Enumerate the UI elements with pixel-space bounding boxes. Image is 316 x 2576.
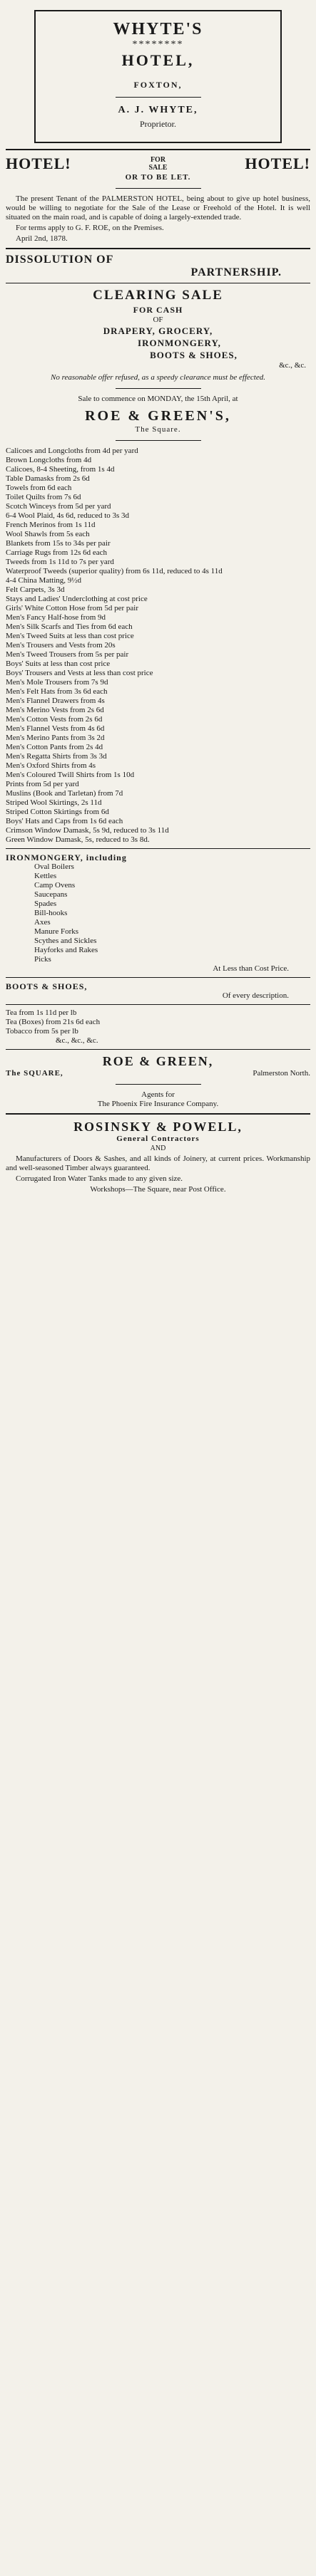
footer-address-left: The SQUARE, — [6, 1069, 63, 1078]
sale-items-list — [6, 447, 310, 845]
rosinsky-powell-ad — [6, 1119, 310, 1194]
ironmongery-heading: IRONMONGERY, including — [6, 852, 127, 862]
hotel-sale-body: The present Tenant of the PALMERSTON HOTEL, being about to give up hotel business, would be willing to negotiate for the Sale of the Lease or Freehold of the Hotel. It is well situated on the main road, and is capable of doing a largely-extended trade. — [6, 194, 310, 221]
divider — [6, 848, 310, 849]
dissolution-line2: PARTNERSHIP. — [190, 266, 282, 278]
sale-item: 6-4 Wool Plaid, 4s 6d, reduced to 3s 3d — [6, 511, 130, 520]
ironmongery-item: Camp Ovens — [34, 881, 76, 890]
sale-item: Tweeds from 1s 11d to 7s per yard — [6, 558, 114, 566]
rosinsky-name: ROSINSKY & POWELL, — [73, 1120, 243, 1134]
for-label: FOR — [150, 156, 166, 164]
ironmongery-item: Scythes and Sickles — [34, 937, 97, 945]
sale-item: Men's Regatta Shirts from 3s 3d — [6, 752, 107, 761]
sale-item: Men's Flannel Drawers from 4s — [6, 697, 105, 705]
tea-list — [6, 1008, 310, 1036]
footer-address-right: Palmerston North. — [253, 1069, 310, 1078]
sale-item: Carriage Rugs from 12s 6d each — [6, 548, 108, 557]
whyte-proprietor-name: A. J. WHYTE, — [118, 105, 198, 115]
clearing-line2: IRONMONGERY, — [138, 338, 221, 348]
sale-item: Boys' Trousers and Vests at less than cost price — [6, 669, 153, 677]
tea-item: Tea from 1s 11d per lb — [6, 1008, 77, 1017]
sale-item: Men's Oxford Shirts from 4s — [6, 761, 96, 770]
divider — [116, 97, 201, 98]
sale-item: Towels from 6d each — [6, 484, 72, 492]
sale-item: French Merinos from 1s 11d — [6, 521, 96, 529]
sale-item: Striped Wool Skirtings, 2s 11d — [6, 798, 102, 807]
dissolution-line1: DISSOLUTION OF — [6, 254, 114, 266]
hotel-right: HOTEL! — [245, 155, 310, 172]
or-to-be-let: OR TO BE LET. — [125, 173, 191, 182]
hotel-for-sale-ad — [6, 155, 310, 244]
divider — [116, 188, 201, 189]
sale-item: Men's Silk Scarfs and Ties from 6d each — [6, 622, 133, 631]
whyte-title: WHYTE'S — [113, 20, 203, 38]
sale-item: Men's Cotton Vests from 2s 6d — [6, 715, 103, 724]
hotel-left: HOTEL! — [6, 155, 71, 172]
sale-item: Boys' Suits at less than cost price — [6, 659, 111, 668]
sale-item: Prints from 5d per yard — [6, 780, 79, 788]
sale-item: Stays and Ladies' Underclothing at cost price — [6, 595, 148, 603]
sale-item: Calicoes and Longcloths from 4d per yard — [6, 447, 138, 455]
sale-item: Men's Tweed Suits at less than cost price — [6, 632, 134, 640]
clearing-for-cash: FOR CASH — [133, 305, 183, 315]
sale-item: 4-4 China Matting, 9½d — [6, 576, 82, 585]
sale-item: Men's Cotton Pants from 2s 4d — [6, 743, 103, 751]
sale-item: Scotch Winceys from 5d per yard — [6, 502, 111, 511]
ironmongery-item: Hayforks and Rakes — [34, 946, 98, 954]
ironmongery-item: Axes — [34, 918, 51, 927]
rosinsky-sub: General Contractors — [116, 1135, 200, 1143]
sale-item: Felt Carpets, 3s 3d — [6, 585, 65, 594]
tea-etc: &c., &c., &c. — [56, 1036, 98, 1045]
clearing-commence: Sale to commence on MONDAY, the 15th April, at — [78, 395, 238, 403]
sale-item: Men's Flannel Vests from 4s 6d — [6, 724, 105, 733]
hotel-sale-terms: For terms apply to G. F. ROE, on the Premises. — [16, 224, 164, 232]
ironmongery-list — [6, 862, 310, 964]
dissolution-notice — [6, 254, 310, 279]
firm-name: ROE & GREEN'S, — [85, 408, 231, 424]
ironmongery-item: Picks — [34, 955, 51, 964]
hotel-sale-date: April 2nd, 1878. — [16, 234, 68, 243]
divider — [116, 388, 201, 389]
tea-item: Tobacco from 5s per lb — [6, 1027, 78, 1036]
footer-firm: ROE & GREEN, — [102, 1054, 214, 1068]
sale-item: Calicoes, 8-4 Sheeting, from 1s 4d — [6, 465, 115, 474]
clearing-etc: &c., &c. — [279, 361, 306, 370]
clearing-line3: BOOTS & SHOES, — [150, 350, 238, 360]
rosinsky-and: AND — [150, 1144, 166, 1152]
sale-item: Striped Cotton Skirtings from 6d — [6, 808, 109, 816]
sale-item: Men's Mole Trousers from 7s 9d — [6, 678, 108, 687]
sale-item: Men's Merino Pants from 3s 2d — [6, 734, 105, 742]
sale-item: Crimson Window Damask, 5s 9d, reduced to 3s 11d — [6, 826, 169, 835]
rosinsky-tanks: Corrugated Iron Water Tanks made to any given size. — [16, 1174, 183, 1183]
ironmongery-price-note: At Less than Cost Price. — [213, 964, 289, 973]
footer-address — [6, 1069, 310, 1078]
clearing-sale-ad — [6, 287, 310, 1109]
sale-item: Men's Trousers and Vests from 20s — [6, 641, 116, 650]
ironmongery-item: Bill-hooks — [34, 909, 68, 917]
sale-item: Men's Felt Hats from 3s 6d each — [6, 687, 108, 696]
whytes-hotel-ad — [34, 10, 282, 143]
newspaper-column — [6, 0, 310, 1204]
sale-label: SALE — [148, 164, 168, 172]
whyte-hotel: HOTEL, — [121, 51, 195, 69]
hotel-sale-heading — [6, 155, 310, 173]
ironmongery-item: Spades — [34, 899, 57, 908]
sale-item: Wool Shawls from 5s each — [6, 530, 90, 538]
sale-item: Brown Longcloths from 4d — [6, 456, 92, 464]
sale-item: Table Damasks from 2s 6d — [6, 474, 90, 483]
whyte-proprietor-role: Proprietor. — [140, 119, 176, 129]
clearing-line1: DRAPERY, GROCERY, — [103, 325, 213, 336]
sale-item: Men's Merino Vests from 2s 6d — [6, 706, 104, 714]
firm-square: The Square. — [135, 425, 181, 434]
footer-agents: Agents for — [141, 1090, 175, 1099]
divider — [6, 1113, 310, 1115]
ironmongery-item: Kettles — [34, 872, 57, 880]
divider — [6, 149, 310, 150]
sale-item: Men's Coloured Twill Shirts from 1s 10d — [6, 771, 135, 779]
sale-item: Men's Fancy Half-hose from 9d — [6, 613, 106, 622]
boots-desc: Of every description. — [222, 991, 289, 1000]
ironmongery-item: Manure Forks — [34, 927, 79, 936]
rosinsky-body: Manufacturers of Doors & Sashes, and all kinds of Joinery, at current prices. Workmanship and well-seasoned Timber always guaranteed. — [6, 1154, 310, 1172]
sale-item: Green Window Damask, 5s, reduced to 3s 8d. — [6, 835, 150, 844]
whyte-town: FOXTON, — [133, 80, 183, 90]
tea-item: Tea (Boxes) from 21s 6d each — [6, 1018, 101, 1026]
divider — [6, 977, 310, 978]
sale-item: Toilet Quilts from 7s 6d — [6, 493, 81, 501]
for-sale-stack — [148, 156, 167, 172]
ironmongery-item: Oval Boilers — [34, 862, 74, 871]
footer-agency: The Phoenix Fire Insurance Company. — [97, 1100, 219, 1108]
sale-item: Men's Tweed Trousers from 5s per pair — [6, 650, 129, 659]
divider — [6, 1049, 310, 1050]
sale-item: Waterproof Tweeds (superior quality) from 6s 11d, reduced to 4s 11d — [6, 567, 223, 575]
clearing-notice: No reasonable offer refused, as a speedy clearance must be effected. — [51, 373, 265, 382]
sale-item: Boys' Hats and Caps from 1s 6d each — [6, 817, 123, 825]
clearing-title: CLEARING SALE — [93, 288, 223, 303]
divider — [6, 248, 310, 249]
ironmongery-item: Saucepans — [34, 890, 68, 899]
sale-item: Girls' White Cotton Hose from 5d per pair — [6, 604, 138, 612]
divider — [116, 440, 201, 441]
divider — [6, 1004, 310, 1005]
whyte-stars: ******** — [132, 39, 184, 50]
sale-item: Blankets from 15s to 34s per pair — [6, 539, 111, 548]
boots-heading: BOOTS & SHOES, — [6, 981, 88, 991]
divider — [116, 1084, 201, 1085]
rosinsky-works: Workshops—The Square, near Post Office. — [90, 1185, 226, 1194]
clearing-of: OF — [153, 316, 163, 324]
sale-item: Muslins (Book and Tarletan) from 7d — [6, 789, 123, 798]
